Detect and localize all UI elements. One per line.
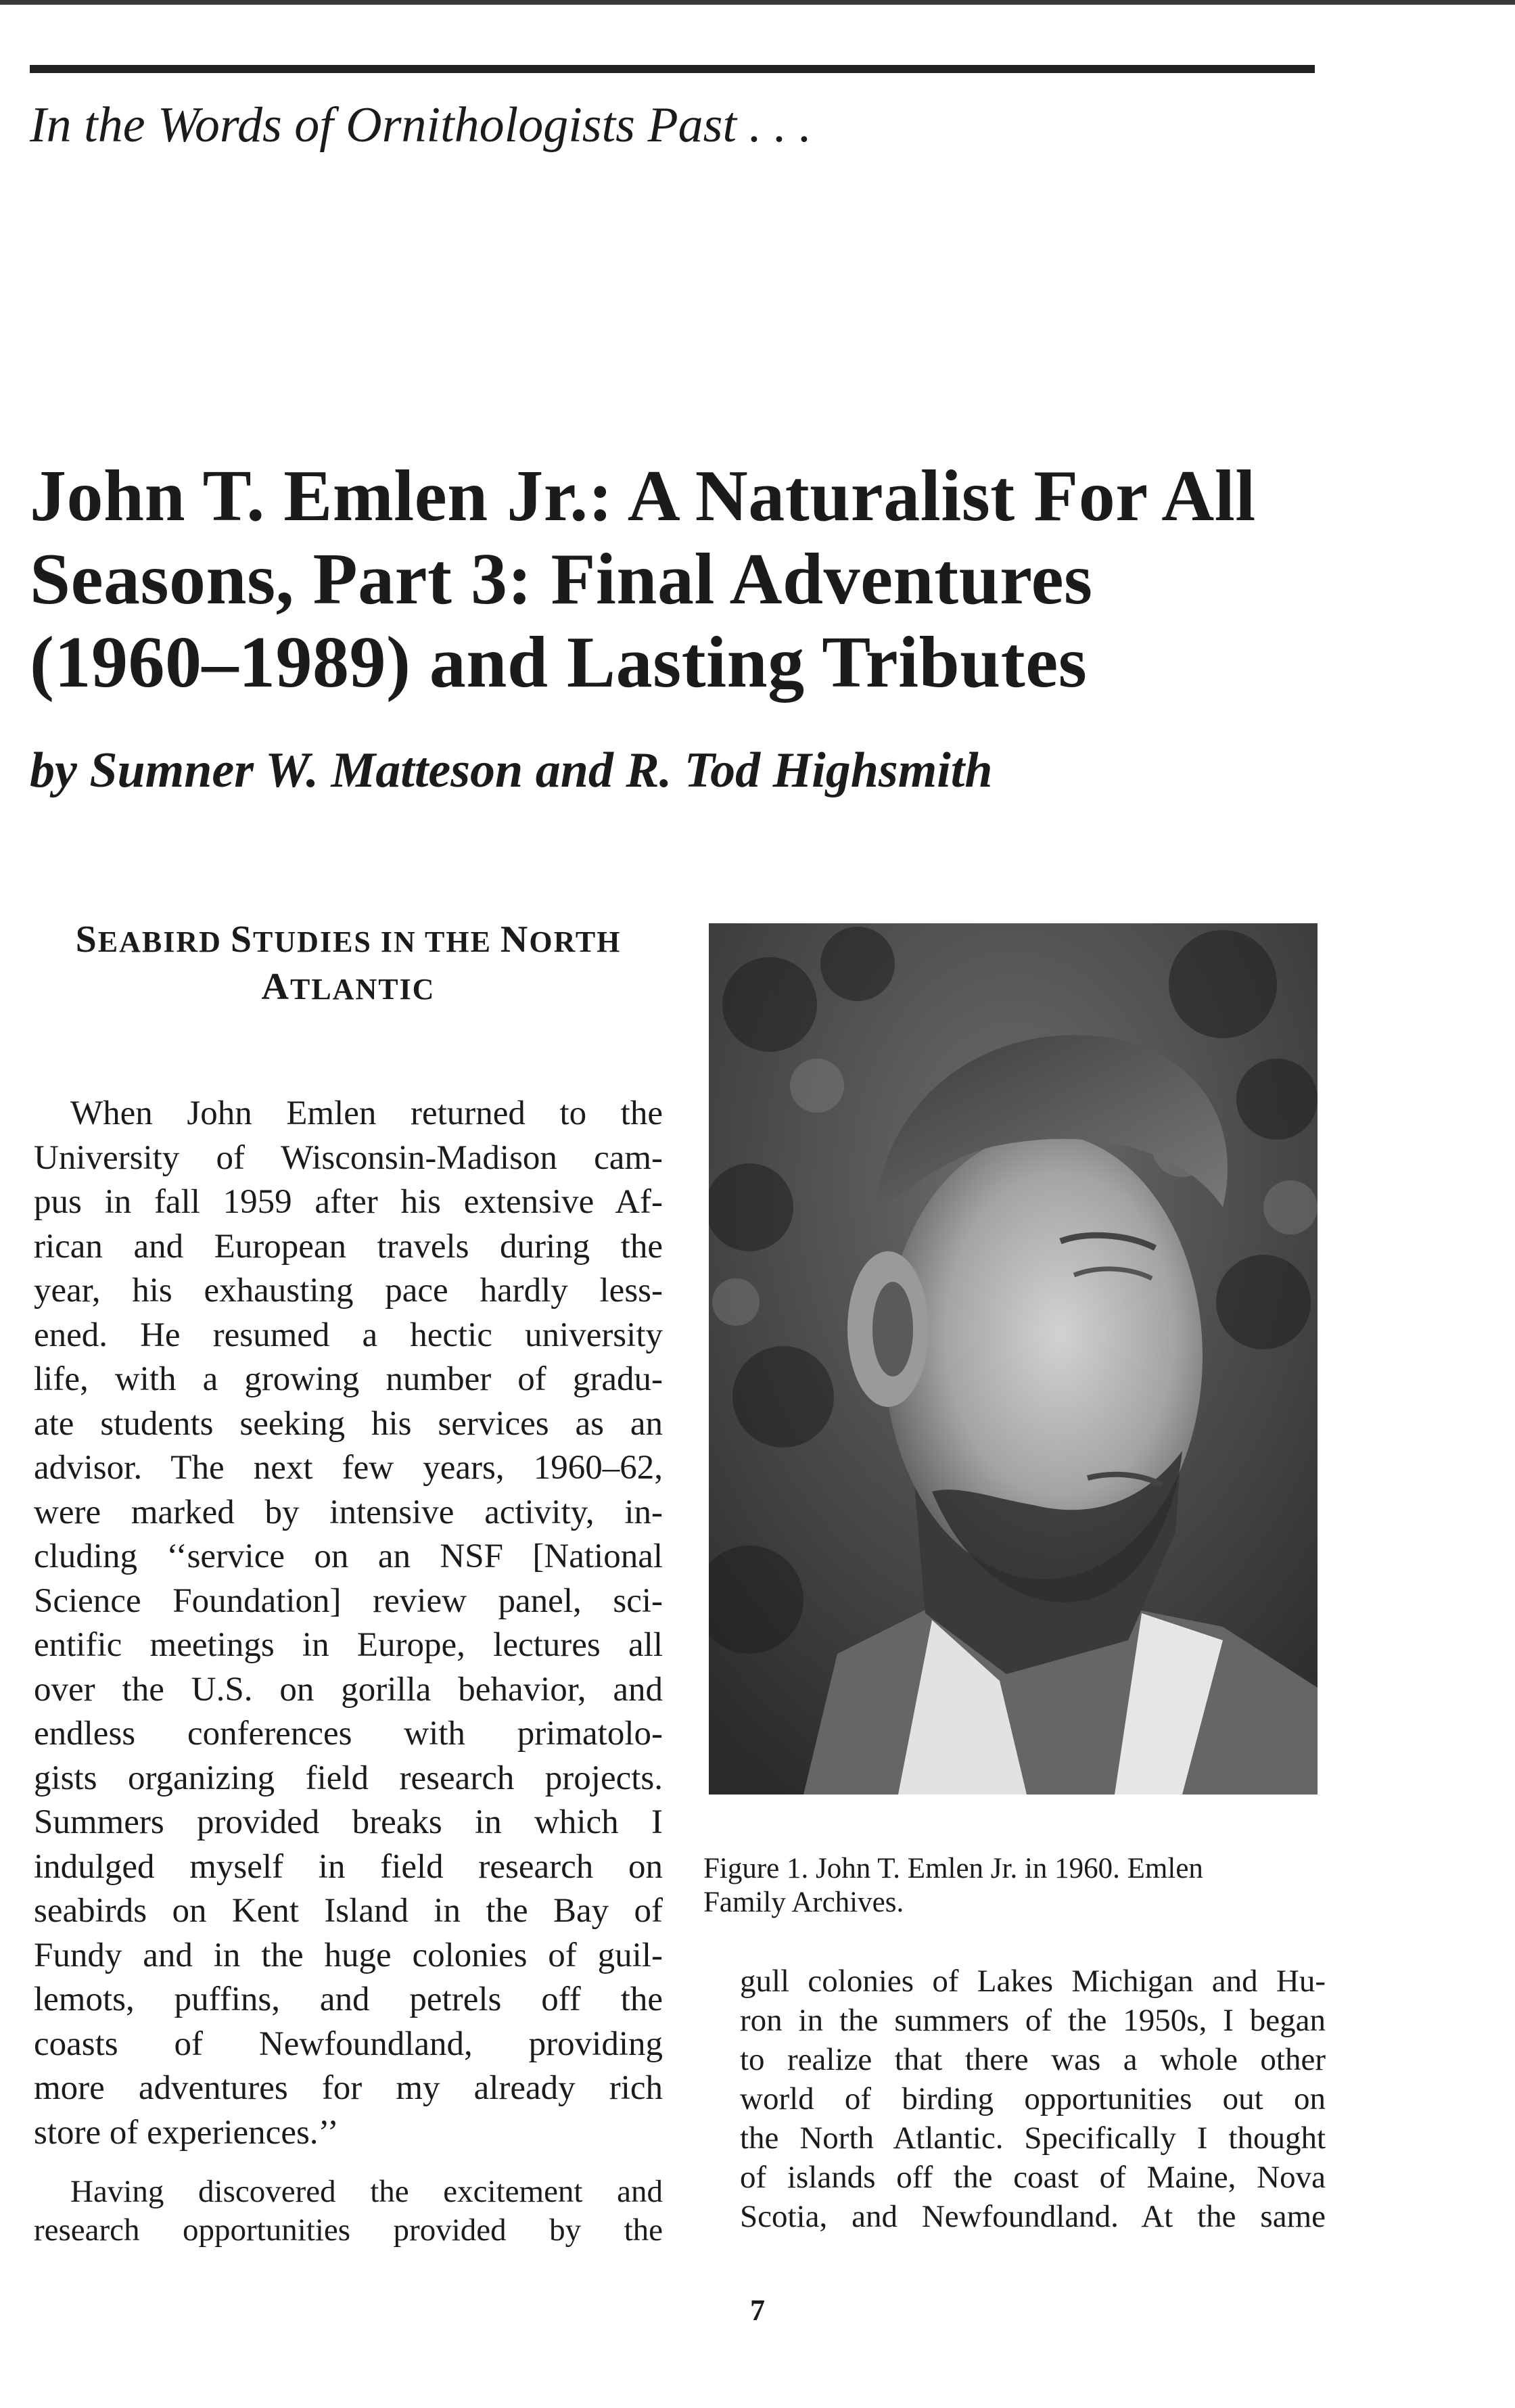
figure-caption [703, 1852, 1312, 1920]
article-title [30, 455, 1256, 704]
text-line: Having discovered the excitement and [70, 2174, 663, 2209]
running-head: In the Words of Ornithologists Past . . . [30, 97, 812, 153]
text-line: indulged myself in field research on [34, 1847, 663, 1886]
text-line: store of experiences.’’ [34, 2113, 339, 2152]
page-number: 7 [750, 2294, 765, 2327]
text-line: advisor. The next few years, 1960–62, [34, 1449, 663, 1487]
left-column [34, 917, 663, 2250]
text-line: research opportunities provided by the [34, 2213, 663, 2248]
text-line: pus in fall 1959 after his extensive Af- [34, 1183, 663, 1221]
text-line: seabirds on Kent Island in the Bay of [34, 1892, 663, 1930]
portrait-photo [709, 923, 1318, 1795]
title-line: John T. Emlen Jr.: A Naturalist For All [30, 456, 1256, 536]
text-line: rican and European travels during the [34, 1227, 663, 1266]
right-column [740, 1962, 1326, 2236]
heading-line-2: ATLANTIC [261, 966, 436, 1008]
text-line: coasts of Newfoundland, providing [34, 2024, 663, 2063]
page-top-edge [0, 0, 1515, 5]
text-line: Scotia, and Newfoundland. At the same [740, 2199, 1326, 2234]
text-line: entific meetings in Europe, lectures all [34, 1626, 663, 1664]
text-line: ron in the summers of the 1950s, I began [740, 2003, 1326, 2038]
text-line: ened. He resumed a hectic university [34, 1316, 663, 1354]
portrait-photo-illustration [709, 923, 1318, 1795]
text-line: gull colonies of Lakes Michigan and Hu- [740, 1964, 1326, 1999]
heading-line-1: SEABIRD STUDIES IN THE NORTH [75, 919, 622, 960]
section-heading [34, 917, 663, 1012]
text-line: world of birding opportunities out on [740, 2081, 1326, 2116]
title-line: (1960–1989) and Lasting Tributes [30, 622, 1088, 703]
text-line: Science Foundation] review panel, sci- [34, 1581, 663, 1620]
text-line: to realize that there was a whole other [740, 2042, 1326, 2077]
text-line: life, with a growing number of gradu- [34, 1360, 663, 1398]
text-line: Fundy and in the huge colonies of guil- [34, 1936, 663, 1974]
text-line: University of Wisconsin-Madison cam- [34, 1138, 663, 1177]
text-line: of islands off the coast of Maine, Nova [740, 2160, 1326, 2195]
text-line: lemots, puffins, and petrels off the [34, 1981, 663, 2018]
paragraph-2 [34, 2173, 663, 2250]
header-rule [30, 65, 1315, 73]
text-line: year, his exhausting pace hardly less- [34, 1272, 663, 1310]
paragraph-1 [34, 1092, 663, 2155]
text-line: When John Emlen returned to the [70, 1094, 663, 1132]
text-line: more adventures for my already rich [34, 2069, 663, 2107]
text-line: endless conferences with primatolo- [34, 1715, 663, 1753]
text-line: ate students seeking his services as an [34, 1404, 663, 1443]
right-column-text [740, 1962, 1326, 2236]
title-line: Seasons, Part 3: Final Adventures [30, 539, 1093, 620]
caption-line: Figure 1. John T. Emlen Jr. in 1960. Emlen [703, 1853, 1203, 1884]
text-line: cluding ‘‘service on an NSF [National [34, 1537, 663, 1575]
text-line: were marked by intensive activity, in- [34, 1493, 663, 1531]
text-line: the North Atlantic. Specifically I thought [740, 2121, 1326, 2156]
text-line: over the U.S. on gorilla behavior, and [34, 1670, 663, 1709]
byline: by Sumner W. Matteson and R. Tod Highsmith [30, 743, 993, 798]
caption-line: Family Archives. [703, 1886, 904, 1918]
text-line: gists organizing field research projects. [34, 1759, 663, 1797]
text-line: Summers provided breaks in which I [34, 1803, 663, 1841]
